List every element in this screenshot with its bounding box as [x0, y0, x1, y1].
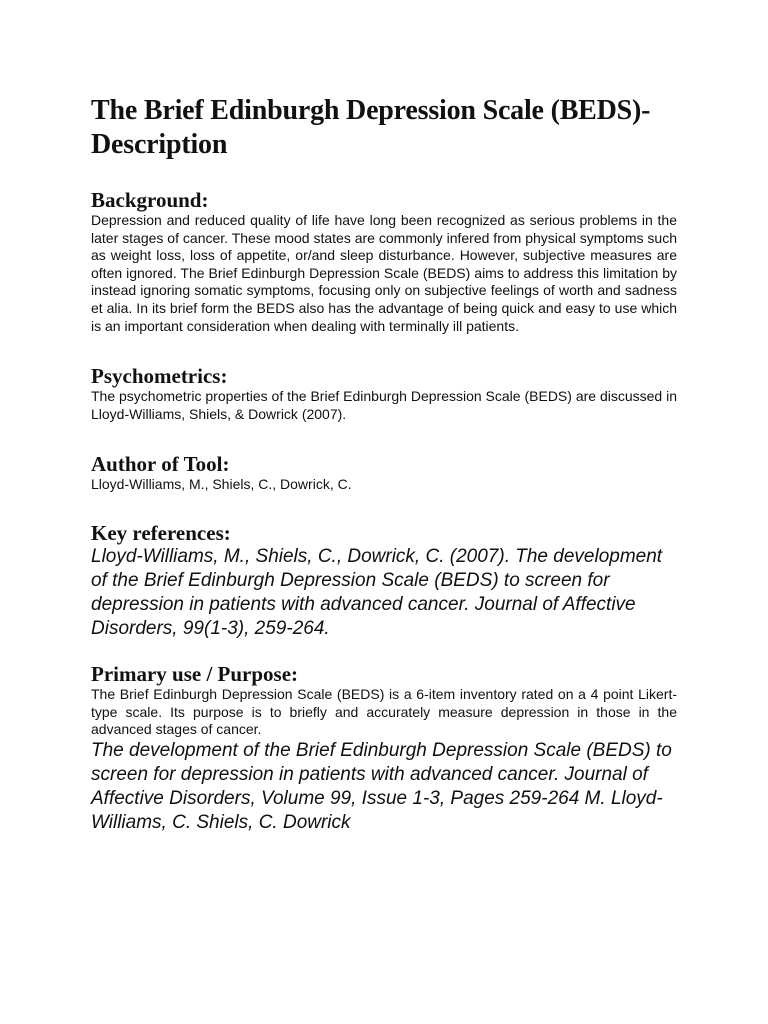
key-reference-citation: Lloyd-Williams, M., Shiels, C., Dowrick, C. (2007). The development of the Brief Edinburgh Depression Scale (BEDS) to screen for depression in patients with advanced cancer. Journal of Affective Disorders, 99(1-3), 259-264. [91, 545, 663, 639]
key-references-heading: Key references: [91, 520, 231, 545]
primary-use-text: The Brief Edinburgh Depression Scale (BEDS) is a 6-item inventory rated on a 4 point Likert-type scale. Its purpose is to briefly and accurately measure depression in those in the advanced stages of cancer. [91, 685, 677, 738]
background-text: Depression and reduced quality of life have long been recognized as serious problems in the later stages of cancer. These mood states are commonly infered from physical symptoms such as weight loss, loss of appetite, or/and sleep disturbance. However, subjective measures are often ignored. The Brief Edinburgh Depression Scale (BEDS) aims to address this limitation by instead ignoring somatic symptoms, focusing only on subjective feelings of worth and sadness et alia. In its brief form the BEDS also has the advantage of being quick and easy to use which is an important consideration when dealing with terminally ill patients. [91, 212, 677, 334]
author-heading: Author of Tool: [91, 452, 230, 477]
key-references-section [91, 521, 677, 641]
primary-use-heading: Primary use / Purpose: [91, 661, 299, 686]
background-heading: Background: [91, 188, 209, 212]
background-section [91, 188, 677, 335]
psychometrics-section [91, 364, 677, 423]
final-reference-citation: The development of the Brief Edinburgh Depression Scale (BEDS) to screen for depression in patients with advanced cancer. Journal of Affective Disorders, Volume 99, Issue 1-3, Pages 259-264 M. Lloyd-Williams, C. Shiels, C. Dowrick [91, 739, 672, 833]
psychometrics-text: The psychometric properties of the Brief Edinburgh Depression Scale (BEDS) are discussed in Lloyd-Williams, Shiels, & Dowrick (2007). [91, 388, 677, 422]
primary-use-section [91, 662, 677, 739]
psychometrics-heading: Psychometrics: [91, 364, 228, 389]
author-section [91, 452, 677, 494]
document-title: The Brief Edinburgh Depression Scale (BEDS)-Description [91, 95, 651, 160]
document-page [91, 94, 677, 835]
author-text: Lloyd-Williams, M., Shiels, C., Dowrick, C. [91, 476, 352, 493]
